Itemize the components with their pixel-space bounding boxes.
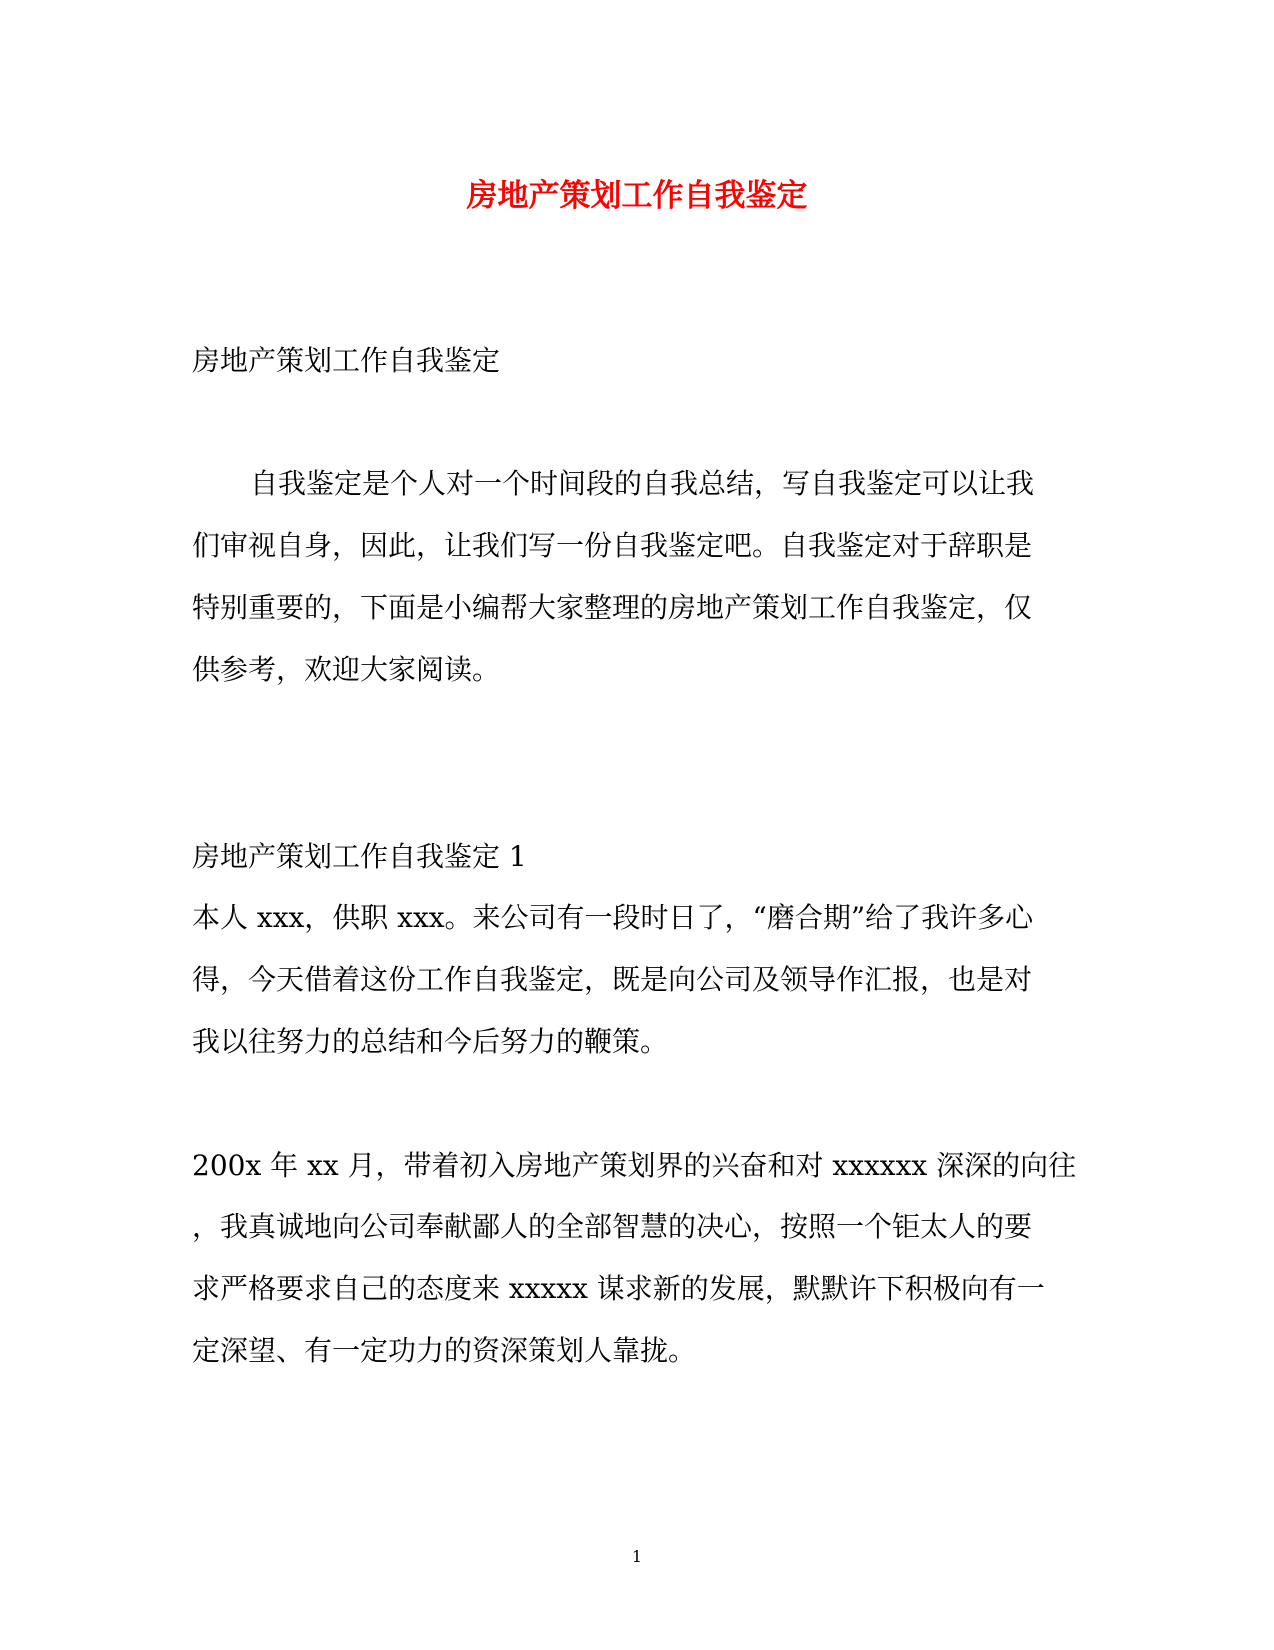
- paragraph-2-line: 定深望、有一定功力的资深策划人靠拢。: [192, 1334, 697, 1367]
- paragraph-2-line: ，我真诚地向公司奉献鄙人的全部智慧的决心，按照一个钜太人的要: [192, 1210, 1033, 1243]
- paragraph-1-line: 我以往努力的总结和今后努力的鞭策。: [192, 1025, 669, 1058]
- paragraph-2-line: 求严格要求自己的态度来 xxxxx 谋求新的发展，默默许下积极向有一: [192, 1272, 1045, 1305]
- intro-line: 供参考，欢迎大家阅读。: [192, 653, 501, 686]
- intro-line: 特别重要的，下面是小编帮大家整理的房地产策划工作自我鉴定，仅: [192, 591, 1033, 624]
- paragraph-2-line: 200x 年 xx 月，带着初入房地产策划界的兴奋和对 xxxxxx 深深的向往: [192, 1149, 1077, 1182]
- paragraph-1-line: 得，今天借着这份工作自我鉴定，既是向公司及领导作汇报，也是对: [192, 963, 1033, 996]
- page-number: 1: [631, 1547, 643, 1566]
- document-title: 房地产策划工作自我鉴定: [466, 178, 808, 214]
- intro-line: 自我鉴定是个人对一个时间段的自我总结，写自我鉴定可以让我: [250, 467, 1035, 500]
- intro-line: 们审视自身，因此，让我们写一份自我鉴定吧。自我鉴定对于辞职是: [192, 529, 1033, 562]
- document-subtitle: 房地产策划工作自我鉴定: [192, 344, 501, 377]
- paragraph-1-line: 本人 xxx，供职 xxx。来公司有一段时日了，“磨合期”给了我许多心: [192, 901, 1034, 934]
- section-heading: 房地产策划工作自我鉴定 1: [192, 840, 527, 873]
